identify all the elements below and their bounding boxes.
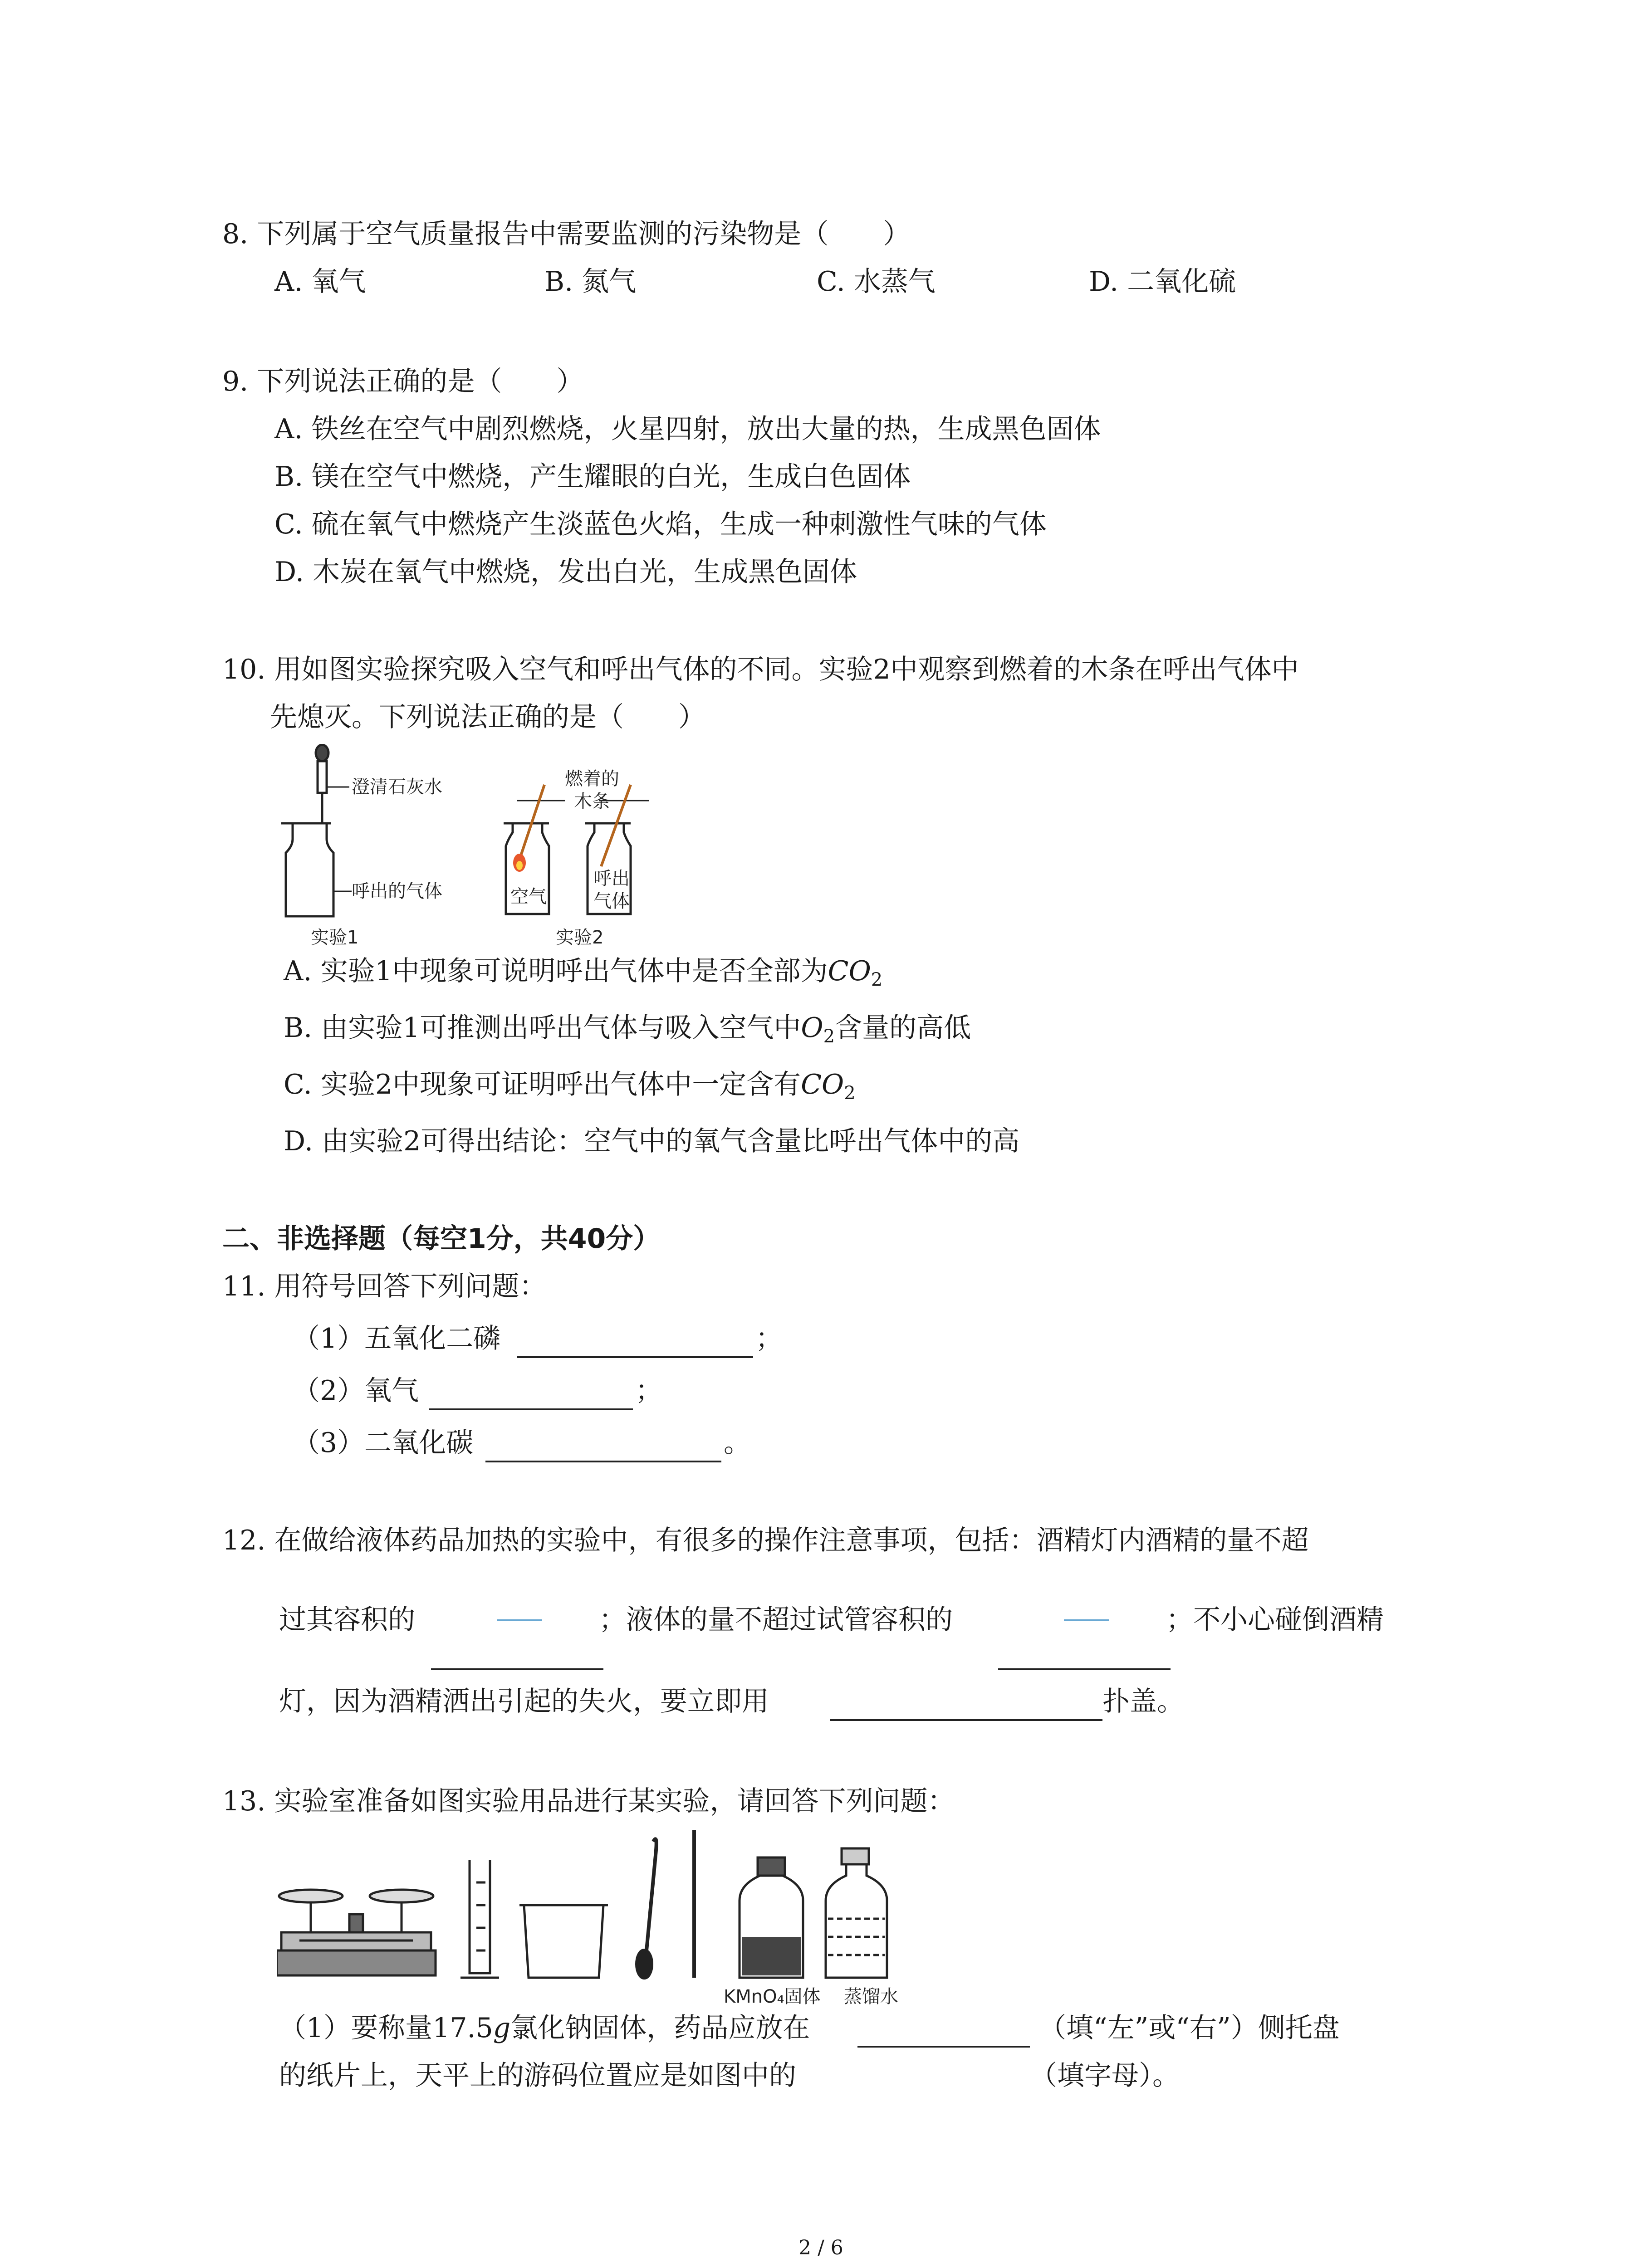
q11-end-1: ； <box>755 1323 783 1354</box>
q8-option-c: C. 水蒸气 <box>817 266 936 298</box>
q12-blank-1[interactable] <box>431 1668 603 1670</box>
q13-p1-tail: （填“左”或“右”）侧托盘 <box>1039 2012 1340 2044</box>
q9-option-b: B. 镁在空气中燃烧，产生耀眼的白光，生成白色固体 <box>274 461 911 493</box>
q9-option-a: A. 铁丝在空气中剧烈燃烧，火星四射，放出大量的热，生成黑色固体 <box>274 413 1101 445</box>
bottle-exp1 <box>281 823 333 916</box>
q10-option-b: B. 由实验1可推测出呼出气体与吸入空气中$O_2$含量的高低 <box>284 1012 971 1047</box>
limewater-label: 澄清石灰水 <box>352 777 442 797</box>
q12-line2c: ；不小心碰倒酒精 <box>1166 1604 1384 1636</box>
q13-equipment-figure <box>277 1828 957 2009</box>
q10-experiment-figure <box>272 744 708 953</box>
q8-option-b: B. 氮气 <box>544 266 637 298</box>
distilled-water-bottle-icon <box>826 1848 887 1978</box>
q12-blank-2[interactable] <box>998 1668 1171 1670</box>
q13-blank-1[interactable] <box>857 2046 1030 2048</box>
graduated-cylinder-icon <box>460 1860 499 1978</box>
q12-line3b: 扑盖。 <box>1102 1686 1184 1717</box>
q11-blank-2[interactable] <box>429 1408 633 1410</box>
q11-end-2: ； <box>635 1375 662 1407</box>
q13-p2-tail: （填字母）。 <box>1030 2060 1180 2092</box>
q11-item-1: （1）五氧化二磷 <box>293 1323 501 1354</box>
q11-item-3: （3）二氧化碳 <box>293 1427 474 1459</box>
q9-stem: 9. 下列说法正确的是（ ） <box>222 366 584 397</box>
q11-item-2: （2）氧气 <box>293 1375 419 1407</box>
q11-end-3: 。 <box>724 1427 751 1459</box>
burning-stick-label-1: 燃着的 <box>565 768 619 789</box>
exp1-label: 实验1 <box>311 927 359 948</box>
q12-fraction-1 <box>497 1619 542 1621</box>
q10-option-c: C. 实验2中现象可证明呼出气体中一定含有$CO_2$ <box>284 1069 856 1104</box>
distilled-water-label: 蒸馏水 <box>844 1986 898 2007</box>
q10-stem-line1: 10. 用如图实验探究吸入空气和呼出气体的不同。实验2中观察到燃着的木条在呼出气体中 <box>222 654 1299 685</box>
q13-p2: 的纸片上，天平上的游码位置应是如图中的 <box>279 2060 796 2092</box>
page-number: 2 / 6 <box>798 2236 843 2259</box>
q12-line1: 12. 在做给液体药品加热的实验中，有很多的操作注意事项，包括：酒精灯内酒精的量不超 <box>222 1525 1309 1556</box>
section2-title: 二、非选择题（每空1分，共40分） <box>222 1223 661 1255</box>
q10-option-a: A. 实验1中现象可说明呼出气体中是否全部为$CO_2$ <box>284 955 883 990</box>
q8-option-a: A. 氧气 <box>274 266 366 298</box>
q11-blank-1[interactable] <box>517 1356 753 1358</box>
exhaled-gas-label: 呼出的气体 <box>352 881 442 902</box>
q11-stem: 11. 用符号回答下列问题： <box>222 1271 547 1302</box>
q12-line3a: 灯，因为酒精洒出引起的失火，要立即用 <box>279 1686 769 1717</box>
kmno4-jar-icon <box>740 1857 803 1978</box>
exhaled-label-2: 气体 <box>593 891 630 912</box>
q12-line2b: ；液体的量不超过试管容积的 <box>599 1604 953 1636</box>
q9-option-c: C. 硫在氧气中燃烧产生淡蓝色火焰，生成一种刺激性气味的气体 <box>274 508 1047 540</box>
q13-stem: 13. 实验室准备如图实验用品进行某实验，请回答下列问题： <box>222 1785 955 1817</box>
q8-stem: 8. 下列属于空气质量报告中需要监测的污染物是（ ） <box>222 218 911 250</box>
q8-option-d: D. 二氧化硫 <box>1089 266 1236 298</box>
spatula-icon <box>637 1839 656 1978</box>
q10-option-d: D. 由实验2可得出结论：空气中的氧气含量比呼出气体中的高 <box>284 1125 1020 1157</box>
q13-p1: （1）要称量17.5g氯化钠固体，药品应放在 <box>279 2012 810 2044</box>
air-label: 空气 <box>510 886 547 907</box>
dropper-icon <box>316 745 328 823</box>
q12-line2a: 过其容积的 <box>279 1604 415 1636</box>
exhaled-label-1: 呼出 <box>593 868 630 889</box>
beaker-icon <box>519 1905 608 1978</box>
q10-stem-line2: 先熄灭。下列说法正确的是（ ） <box>270 701 705 733</box>
burning-stick-label-2: 木条 <box>574 791 610 812</box>
q9-option-d: D. 木炭在氧气中燃烧，发出白光，生成黑色固体 <box>274 556 857 588</box>
kmno4-label: KMnO₄固体 <box>724 1986 821 2007</box>
exp2-label: 实验2 <box>556 927 604 948</box>
balance-icon <box>277 1890 436 1975</box>
q12-blank-3[interactable] <box>830 1719 1102 1721</box>
q11-blank-3[interactable] <box>485 1461 721 1462</box>
q12-fraction-2 <box>1064 1619 1109 1621</box>
